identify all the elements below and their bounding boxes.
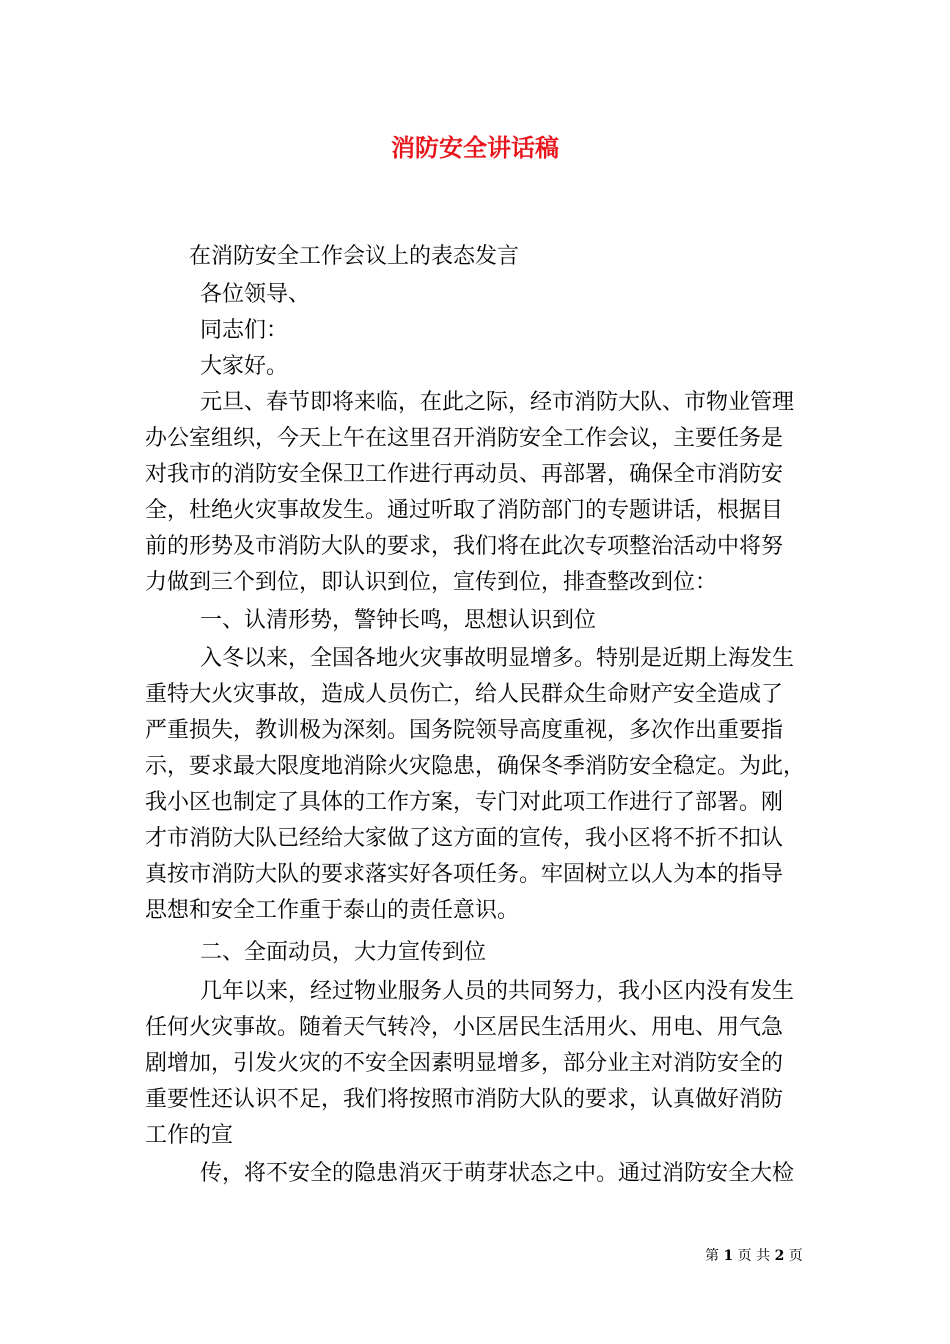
paragraph-line: 任何火灾事故。随着天气转冷，小区居民生活用火、用电、用气急 [145, 1015, 784, 1040]
paragraph-line: 重要性还认识不足，我们将按照市消防大队的要求，认真做好消防 [145, 1087, 784, 1112]
footer-suffix: 页 [788, 1248, 803, 1264]
paragraph-line: 工作的宣 [145, 1123, 234, 1148]
paragraph-line: 全，杜绝火灾事故发生。通过听取了消防部门的专题讲话，根据目 [145, 498, 784, 523]
paragraph-line: 对我市的消防安全保卫工作进行再动员、再部署，确保全市消防安 [145, 462, 784, 487]
salutation-line: 同志们： [200, 318, 289, 343]
footer-mid: 页 共 [737, 1248, 771, 1264]
paragraph-line: 我小区也制定了具体的工作方案，专门对此项工作进行了部署。刚 [145, 790, 784, 815]
paragraph-line: 思想和安全工作重于泰山的责任意识。 [145, 898, 520, 923]
greeting-line: 大家好。 [200, 354, 289, 379]
salutation-line: 各位领导、 [200, 282, 311, 307]
paragraph-line: 前的形势及市消防大队的要求，我们将在此次专项整治活动中将努 [145, 534, 784, 559]
paragraph-line: 真按市消防大队的要求落实好各项任务。牢固树立以人为本的指导 [145, 862, 784, 887]
section-heading: 一、认清形势，警钟长鸣，思想认识到位 [200, 608, 597, 633]
paragraph-line: 力做到三个到位，即认识到位，宣传到位，排查整改到位： [145, 570, 718, 595]
paragraph-line: 严重损失，教训极为深刻。国务院领导高度重视，多次作出重要指 [145, 718, 784, 743]
paragraph-line: 示，要求最大限度地消除火灾隐患，确保冬季消防安全稳定。为此， [145, 754, 806, 779]
page-footer [705, 1246, 803, 1266]
document-title: 消防安全讲话稿 [391, 133, 559, 162]
footer-total-pages: 2 [774, 1248, 785, 1264]
paragraph-line: 办公室组织，今天上午在这里召开消防安全工作会议，主要任务是 [145, 426, 784, 451]
section-heading: 二、全面动员，大力宣传到位 [200, 940, 487, 965]
paragraph-line: 重特大火灾事故，造成人员伤亡，给人民群众生命财产安全造成了 [145, 682, 784, 707]
paragraph-line: 剧增加，引发火灾的不安全因素明显增多，部分业主对消防安全的 [145, 1051, 784, 1076]
paragraph-line: 元旦、春节即将来临，在此之际，经市消防大队、市物业管理 [200, 390, 795, 415]
paragraph-line: 几年以来，经过物业服务人员的共同努力，我小区内没有发生 [200, 979, 795, 1004]
footer-prefix: 第 [705, 1248, 719, 1264]
paragraph-line: 入冬以来，全国各地火灾事故明显增多。特别是近期上海发生 [200, 646, 795, 671]
paragraph-line: 传，将不安全的隐患消灭于萌芽状态之中。通过消防安全大检 [200, 1161, 795, 1186]
paragraph-line: 才市消防大队已经给大家做了这方面的宣传，我小区将不折不扣认 [145, 826, 784, 851]
footer-page-number: 1 [723, 1248, 734, 1264]
subtitle-line: 在消防安全工作会议上的表态发言 [189, 244, 520, 269]
